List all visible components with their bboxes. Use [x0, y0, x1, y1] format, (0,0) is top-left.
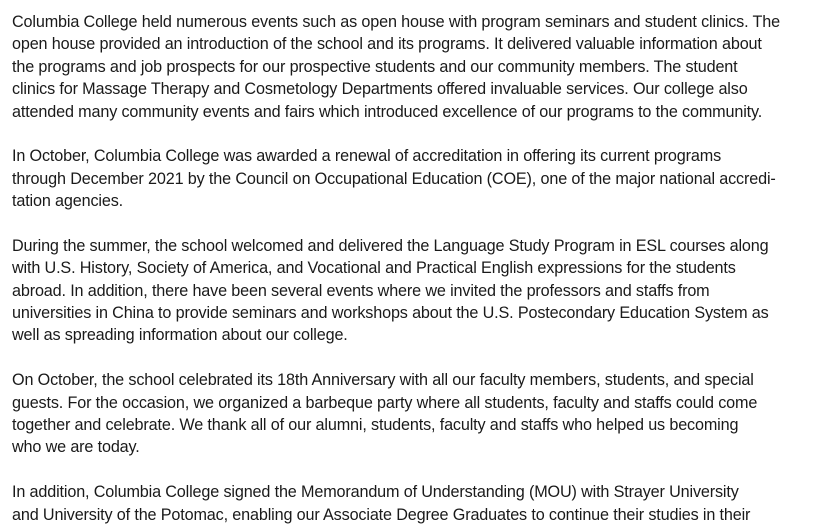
- text-line: universities in China to provide seminars and workshops about the U.S. Postecondary Education System as: [12, 304, 769, 323]
- paragraph-spacer: [12, 123, 818, 145]
- text-line: and University of the Potomac, enabling our Associate Degree Graduates to continue their studies in their: [12, 505, 751, 524]
- text-line: In addition, Columbia College signed the Memorandum of Understanding (MOU) with Strayer University: [12, 483, 739, 502]
- text-line: attended many community events and fairs which introduced excellence of our programs to the community.: [12, 102, 763, 121]
- text-line: with U.S. History, Society of America, and Vocational and Practical English expressions for the students: [12, 259, 736, 278]
- text-line: On October, the school celebrated its 18th Anniversary with all our faculty members, students, and special: [12, 371, 754, 390]
- text-line: During the summer, the school welcomed and delivered the Language Study Program in ESL courses along: [12, 236, 769, 255]
- text-line: clinics for Massage Therapy and Cosmetology Departments offered invaluable services. Our college also: [12, 80, 748, 99]
- text-line: tation agencies.: [12, 192, 123, 211]
- paragraph-spacer: [12, 459, 818, 481]
- text-line: open house provided an introduction of the school and its programs. It delivered valuable information about: [12, 35, 762, 54]
- paragraph-mou: [12, 481, 818, 526]
- text-line: who we are today.: [12, 438, 140, 457]
- text-line: well as spreading information about our college.: [12, 326, 348, 345]
- paragraph-anniversary: [12, 369, 818, 459]
- text-line: abroad. In addition, there have been several events where we invited the professors and staffs from: [12, 281, 710, 300]
- text-line: together and celebrate. We thank all of our alumni, students, faculty and staffs who helped us becoming: [12, 416, 739, 435]
- text-line: guests. For the occasion, we organized a barbeque party where all students, faculty and staffs could come: [12, 393, 758, 412]
- paragraph-spacer: [12, 347, 818, 369]
- text-line: through December 2021 by the Council on Occupational Education (COE), one of the major national accredi-: [12, 169, 776, 188]
- paragraph-events: [12, 11, 818, 123]
- text-line: In October, Columbia College was awarded a renewal of accreditation in offering its current programs: [12, 147, 722, 166]
- paragraph-accreditation: [12, 145, 818, 212]
- document-body: [12, 11, 818, 526]
- paragraph-spacer: [12, 213, 818, 235]
- text-line: Columbia College held numerous events such as open house with program seminars and student clinics. The: [12, 13, 780, 31]
- paragraph-language-program: [12, 235, 818, 347]
- text-line: the programs and job prospects for our prospective students and our community members. The student: [12, 57, 738, 76]
